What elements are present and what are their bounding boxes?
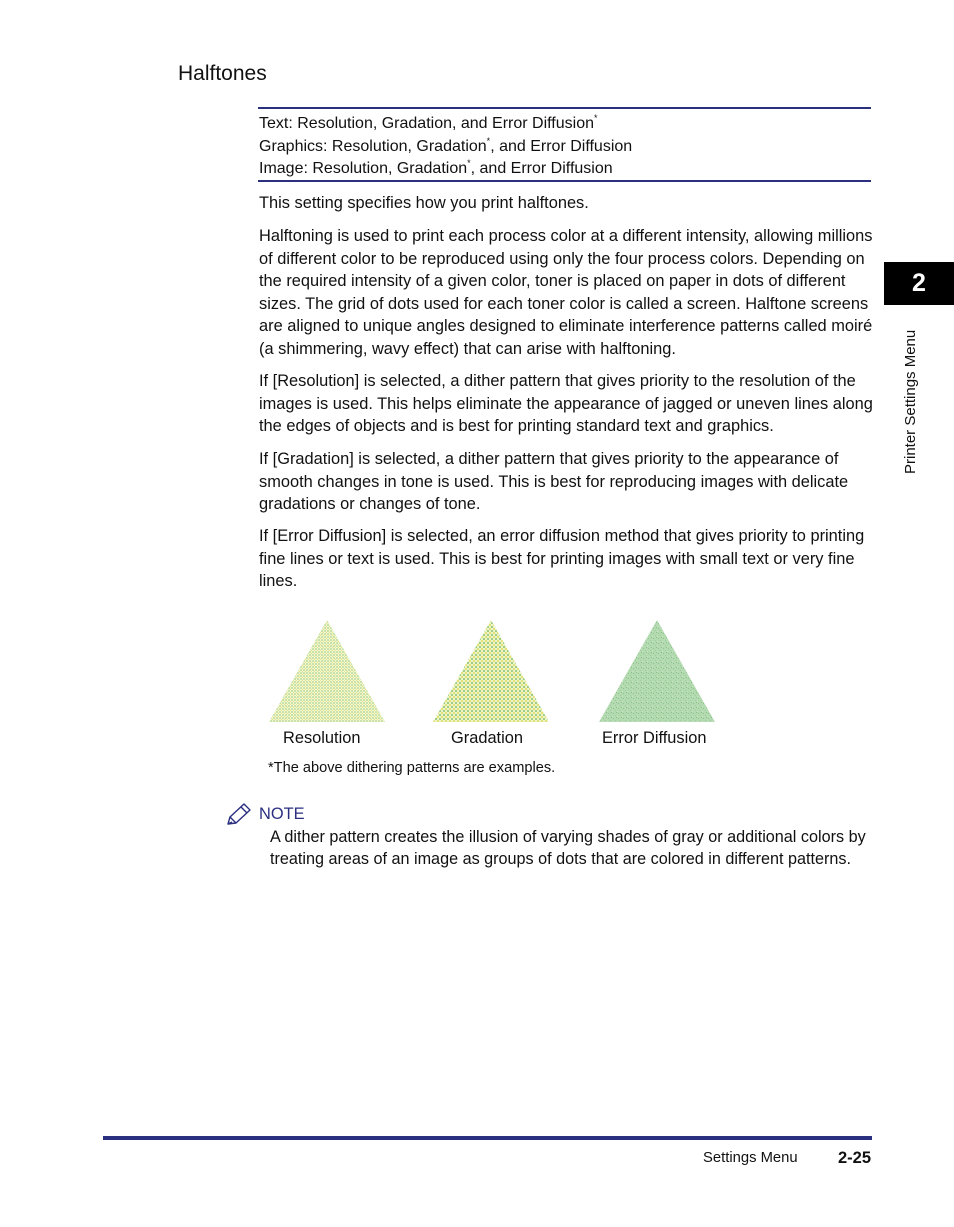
figure-label-error-diffusion: Error Diffusion bbox=[602, 729, 707, 747]
footer-section-name: Settings Menu bbox=[703, 1150, 798, 1166]
page-number: 2-25 bbox=[838, 1149, 872, 1167]
dither-figure-resolution bbox=[267, 618, 387, 724]
figure-label-resolution: Resolution bbox=[283, 729, 361, 747]
settings-line-text bbox=[259, 113, 871, 136]
settings-line-graphics-prefix: Graphics: Resolution, Gradation bbox=[259, 137, 487, 155]
section-title: Halftones bbox=[178, 62, 267, 85]
figure-label-gradation: Gradation bbox=[451, 729, 523, 747]
paragraph-resolution: If [Resolution] is selected, a dither pattern that gives priority to the resolution of the images is used. This helps eliminate the appearance of jagged or uneven lines along the edges of objects and is best for printing standard text and graphics. bbox=[259, 372, 873, 436]
settings-line-graphics-suffix: , and Error Diffusion bbox=[490, 137, 633, 155]
note-text: A dither pattern creates the illusion of varying shades of gray or additional colors by treating areas of an image as groups of dots that are colored in different patterns. bbox=[270, 828, 866, 868]
dither-figure-gradation bbox=[431, 618, 551, 724]
figure-footnote: *The above dithering patterns are examples. bbox=[268, 760, 556, 776]
default-mark: * bbox=[486, 135, 491, 146]
settings-values-box bbox=[258, 107, 871, 182]
chapter-tab-number: 2 bbox=[884, 262, 954, 305]
footer-rule bbox=[103, 1136, 872, 1140]
paragraph-error-diffusion: If [Error Diffusion] is selected, an error diffusion method that gives priority to printing fine lines or text is used. This is best for printing images with small text or very fine lines. bbox=[259, 527, 865, 591]
settings-line-image-suffix: , and Error Diffusion bbox=[470, 160, 613, 177]
settings-line-graphics bbox=[259, 136, 871, 159]
settings-line-image-prefix: Image: Resolution, Gradation bbox=[259, 160, 468, 177]
settings-line-text-prefix: Text: Resolution, Gradation, and Error Diffusion bbox=[259, 115, 594, 132]
chapter-tab-label: Printer Settings Menu bbox=[902, 329, 919, 474]
pencil-icon bbox=[224, 802, 252, 828]
paragraph-halftoning: Halftoning is used to print each process color at a different intensity, allowing millions of different color to be reproduced using only the four process colors. Depending on the required intensity of a given color, toner is placed on paper in dots of different sizes. The grid of dots used for each toner color is called a screen. Halftone screens are aligned to unique angles designed to eliminate interference patterns called moiré (a shimmering, wavy effect) that can arise with halftoning. bbox=[259, 227, 873, 358]
note-title: NOTE bbox=[259, 805, 305, 823]
paragraph-gradation: If [Gradation] is selected, a dither pattern that gives priority to the appearance of smooth changes in tone is used. This is best for reproducing images with delicate gradations or changes of tone. bbox=[259, 450, 849, 514]
dither-figure-error-diffusion bbox=[597, 618, 717, 724]
default-mark: * bbox=[467, 158, 471, 168]
default-mark: * bbox=[593, 113, 598, 123]
paragraph-intro: This setting specifies how you print halftones. bbox=[259, 194, 589, 212]
settings-line-image bbox=[259, 158, 871, 181]
